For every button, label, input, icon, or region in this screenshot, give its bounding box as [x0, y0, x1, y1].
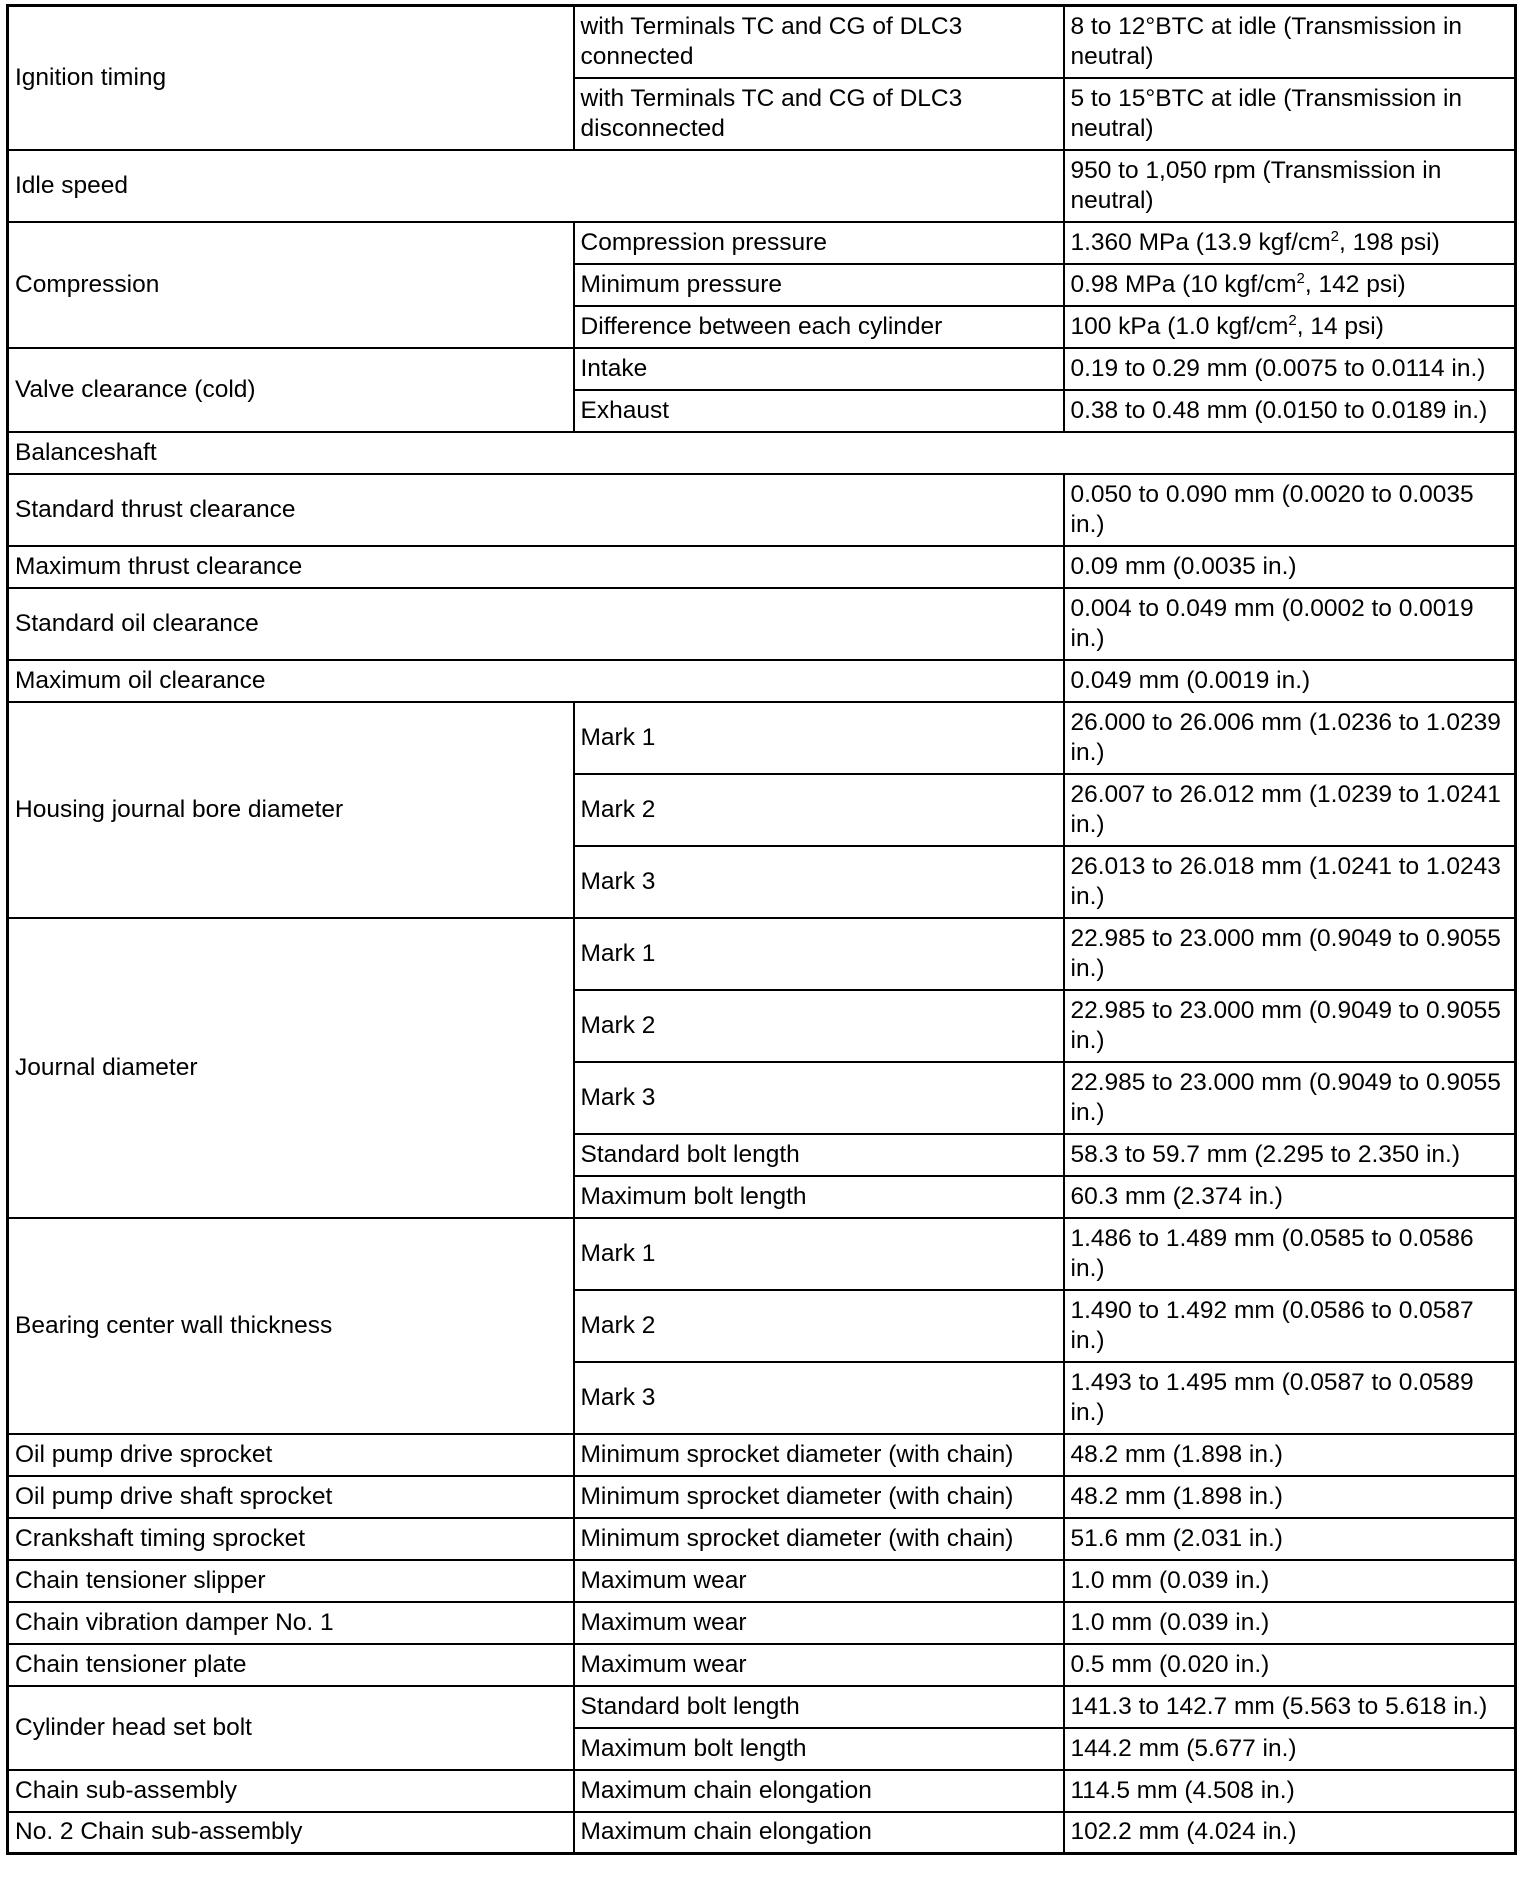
table-row: [8, 588, 1516, 660]
spec-value: 51.6 mm (2.031 in.): [1064, 1518, 1516, 1560]
section-heading: Balanceshaft: [8, 432, 1516, 474]
spec-label: Maximum thrust clearance: [8, 546, 1064, 588]
value-text: , 198 psi): [1338, 228, 1440, 256]
spec-label: Chain tensioner plate: [8, 1644, 574, 1686]
table-row: [8, 222, 1516, 264]
table-row: [8, 546, 1516, 588]
spec-condition: Maximum wear: [574, 1602, 1064, 1644]
spec-value: 0.049 mm (0.0019 in.): [1064, 660, 1516, 702]
table-row: [8, 702, 1516, 774]
value-text: 100 kPa (1.0 kgf/cm: [1070, 312, 1289, 340]
spec-condition: Intake: [574, 348, 1064, 390]
spec-label: Chain sub-assembly: [8, 1770, 574, 1812]
spec-value: 141.3 to 142.7 mm (5.563 to 5.618 in.): [1064, 1686, 1516, 1728]
table-row: [8, 1686, 1516, 1728]
spec-label: Housing journal bore diameter: [8, 702, 574, 918]
spec-value: 0.19 to 0.29 mm (0.0075 to 0.0114 in.): [1064, 348, 1516, 390]
spec-condition: Standard bolt length: [574, 1134, 1064, 1176]
superscript: 2: [1288, 311, 1297, 329]
spec-value: 1.486 to 1.489 mm (0.0585 to 0.0586 in.): [1064, 1218, 1516, 1290]
value-text: , 14 psi): [1296, 312, 1384, 340]
spec-value: 8 to 12°BTC at idle (Transmission in neutral): [1064, 6, 1516, 78]
spec-label: Idle speed: [8, 150, 1064, 222]
spec-value: [1064, 222, 1516, 264]
table-row: [8, 660, 1516, 702]
spec-value: 48.2 mm (1.898 in.): [1064, 1476, 1516, 1518]
spec-condition: Mark 3: [574, 846, 1064, 918]
spec-condition: Minimum sprocket diameter (with chain): [574, 1476, 1064, 1518]
spec-condition: Mark 1: [574, 1218, 1064, 1290]
spec-condition: Mark 1: [574, 918, 1064, 990]
spec-value: 950 to 1,050 rpm (Transmission in neutral): [1064, 150, 1516, 222]
spec-label: Ignition timing: [8, 6, 574, 150]
spec-label: Compression: [8, 222, 574, 348]
spec-value: 60.3 mm (2.374 in.): [1064, 1176, 1516, 1218]
spec-condition: Compression pressure: [574, 222, 1064, 264]
spec-condition: Maximum wear: [574, 1644, 1064, 1686]
spec-label: Crankshaft timing sprocket: [8, 1518, 574, 1560]
spec-condition: Minimum sprocket diameter (with chain): [574, 1518, 1064, 1560]
spec-condition: Maximum chain elongation: [574, 1770, 1064, 1812]
spec-value: 0.050 to 0.090 mm (0.0020 to 0.0035 in.): [1064, 474, 1516, 546]
spec-label: Bearing center wall thickness: [8, 1218, 574, 1434]
spec-value: 26.013 to 26.018 mm (1.0241 to 1.0243 in.): [1064, 846, 1516, 918]
specification-table: [6, 4, 1517, 1855]
spec-label: Oil pump drive sprocket: [8, 1434, 574, 1476]
spec-condition: Mark 2: [574, 774, 1064, 846]
table-row: [8, 1518, 1516, 1560]
spec-condition: Minimum sprocket diameter (with chain): [574, 1434, 1064, 1476]
spec-value: 1.0 mm (0.039 in.): [1064, 1602, 1516, 1644]
value-text: , 142 psi): [1304, 270, 1406, 298]
table-row: [8, 1476, 1516, 1518]
spec-value: 114.5 mm (4.508 in.): [1064, 1770, 1516, 1812]
table-row: [8, 1770, 1516, 1812]
spec-label: Maximum oil clearance: [8, 660, 1064, 702]
spec-value: 0.5 mm (0.020 in.): [1064, 1644, 1516, 1686]
spec-value: 22.985 to 23.000 mm (0.9049 to 0.9055 in.): [1064, 990, 1516, 1062]
spec-condition: Standard bolt length: [574, 1686, 1064, 1728]
spec-value: [1064, 306, 1516, 348]
spec-condition: Maximum wear: [574, 1560, 1064, 1602]
spec-value: 22.985 to 23.000 mm (0.9049 to 0.9055 in.): [1064, 918, 1516, 990]
spec-label: Standard thrust clearance: [8, 474, 1064, 546]
table-row: [8, 150, 1516, 222]
spec-value: 0.09 mm (0.0035 in.): [1064, 546, 1516, 588]
spec-condition: with Terminals TC and CG of DLC3 disconnected: [574, 78, 1064, 150]
table-row: [8, 6, 1516, 78]
spec-value: 1.490 to 1.492 mm (0.0586 to 0.0587 in.): [1064, 1290, 1516, 1362]
table-row: [8, 1218, 1516, 1290]
spec-condition: Mark 3: [574, 1362, 1064, 1434]
value-text: 1.360 MPa (13.9 kgf/cm: [1070, 228, 1331, 256]
table-row: [8, 348, 1516, 390]
spec-label: No. 2 Chain sub-assembly: [8, 1812, 574, 1854]
spec-label: Standard oil clearance: [8, 588, 1064, 660]
spec-label: Chain tensioner slipper: [8, 1560, 574, 1602]
spec-condition: Exhaust: [574, 390, 1064, 432]
spec-condition: Minimum pressure: [574, 264, 1064, 306]
spec-value: 0.004 to 0.049 mm (0.0002 to 0.0019 in.): [1064, 588, 1516, 660]
spec-value: 144.2 mm (5.677 in.): [1064, 1728, 1516, 1770]
spec-condition: with Terminals TC and CG of DLC3 connected: [574, 6, 1064, 78]
value-text: 0.98 MPa (10 kgf/cm: [1070, 270, 1297, 298]
spec-condition: Mark 3: [574, 1062, 1064, 1134]
spec-condition: Maximum bolt length: [574, 1176, 1064, 1218]
spec-value: 48.2 mm (1.898 in.): [1064, 1434, 1516, 1476]
table-row: [8, 1602, 1516, 1644]
table-row: [8, 918, 1516, 990]
superscript: 2: [1330, 227, 1339, 245]
table-row: [8, 1560, 1516, 1602]
spec-value: [1064, 264, 1516, 306]
spec-label: Journal diameter: [8, 918, 574, 1218]
spec-condition: Mark 2: [574, 1290, 1064, 1362]
spec-label: Chain vibration damper No. 1: [8, 1602, 574, 1644]
spec-condition: Mark 1: [574, 702, 1064, 774]
spec-value: 22.985 to 23.000 mm (0.9049 to 0.9055 in.): [1064, 1062, 1516, 1134]
spec-value: 58.3 to 59.7 mm (2.295 to 2.350 in.): [1064, 1134, 1516, 1176]
spec-condition: Mark 2: [574, 990, 1064, 1062]
table-row: [8, 1644, 1516, 1686]
spec-value: 26.007 to 26.012 mm (1.0239 to 1.0241 in.): [1064, 774, 1516, 846]
spec-condition: Maximum bolt length: [574, 1728, 1064, 1770]
table-row: [8, 474, 1516, 546]
table-row: [8, 1812, 1516, 1854]
table-row: [8, 432, 1516, 474]
spec-condition: Maximum chain elongation: [574, 1812, 1064, 1854]
table-row: [8, 1434, 1516, 1476]
spec-label: Valve clearance (cold): [8, 348, 574, 432]
spec-value: 102.2 mm (4.024 in.): [1064, 1812, 1516, 1854]
spec-value: 0.38 to 0.48 mm (0.0150 to 0.0189 in.): [1064, 390, 1516, 432]
spec-value: 5 to 15°BTC at idle (Transmission in neutral): [1064, 78, 1516, 150]
spec-label: Cylinder head set bolt: [8, 1686, 574, 1770]
spec-value: 26.000 to 26.006 mm (1.0236 to 1.0239 in.): [1064, 702, 1516, 774]
spec-value: 1.0 mm (0.039 in.): [1064, 1560, 1516, 1602]
spec-value: 1.493 to 1.495 mm (0.0587 to 0.0589 in.): [1064, 1362, 1516, 1434]
spec-condition: Difference between each cylinder: [574, 306, 1064, 348]
superscript: 2: [1296, 269, 1305, 287]
spec-label: Oil pump drive shaft sprocket: [8, 1476, 574, 1518]
